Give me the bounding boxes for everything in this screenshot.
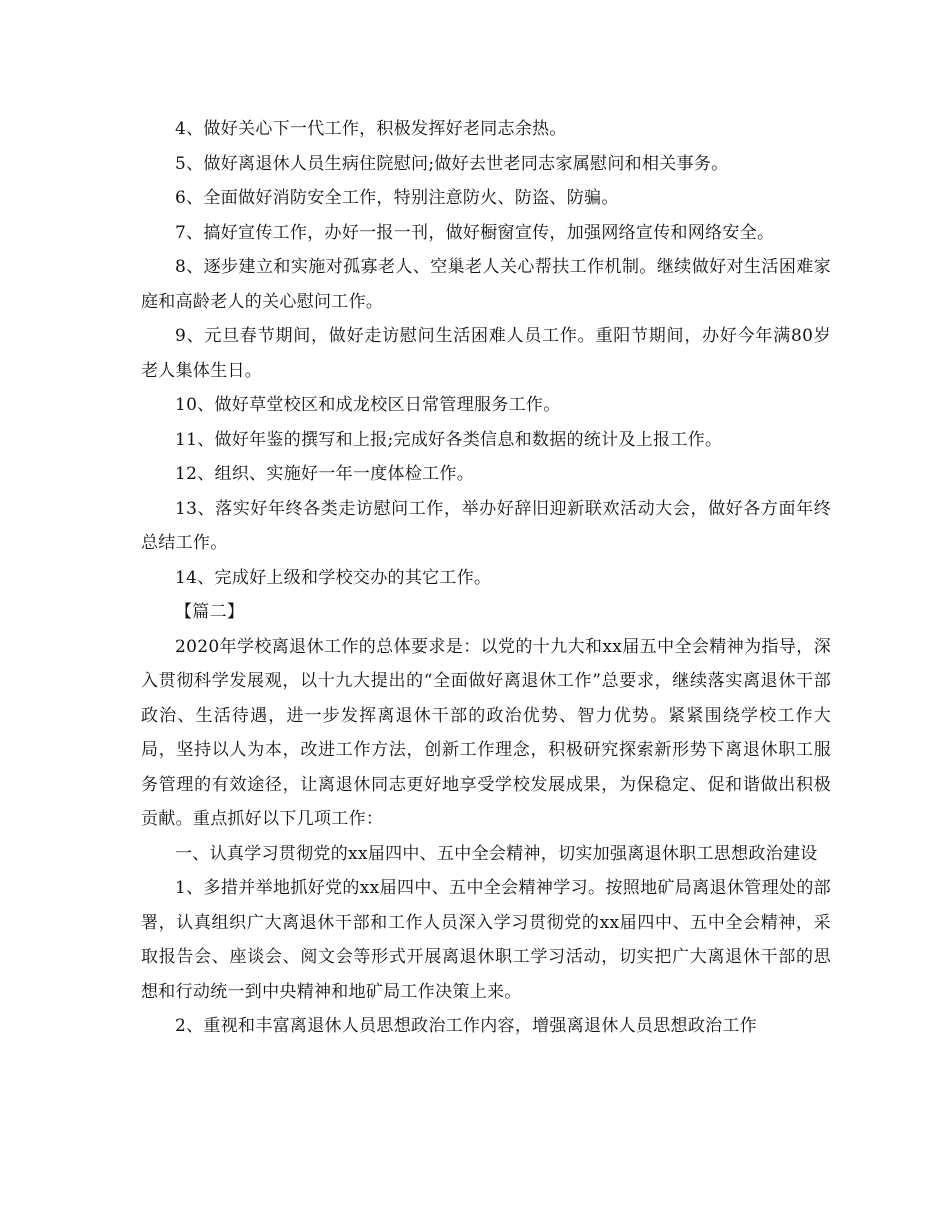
section-title-one: 一、认真学习贯彻党的xx届四中、五中全会精神，切实加强离退休职工思想政治建设 bbox=[175, 843, 818, 864]
list-item-8: 8、逐步建立和实施对孤寡老人、空巢老人关心帮扶工作机制。继续做好对生活困难家庭和高龄老人的关心慰问工作。 bbox=[141, 257, 831, 312]
list-item-13: 13、落实好年终各类走访慰问工作，举办好辞旧迎新联欢活动大会，做好各方面年终总结工作。 bbox=[141, 498, 831, 553]
list-item-6: 6、全面做好消防安全工作，特别注意防火、防盗、防骗。 bbox=[175, 188, 619, 208]
list-item-9: 9、元旦春节期间，做好走访慰问生活困难人员工作。重阳节期间，办好今年满80岁老人集体生日。 bbox=[141, 326, 831, 381]
list-item-7: 7、搞好宣传工作，办好一报一刊，做好橱窗宣传，加强网络宣传和网络安全。 bbox=[175, 222, 775, 243]
list-item-14: 14、完成好上级和学校交办的其它工作。 bbox=[175, 567, 492, 588]
section-heading: 【篇二】 bbox=[175, 602, 245, 622]
list-item-10: 10、做好草堂校区和成龙校区日常管理服务工作。 bbox=[175, 395, 561, 415]
list-item-5: 5、做好离退休人员生病住院慰问;做好去世老同志家属慰问和相关事务。 bbox=[175, 153, 729, 174]
list-item-12: 12、组织、实施好一年一度体检工作。 bbox=[175, 464, 475, 484]
sub-item-2: 2、重视和丰富离退休人员思想政治工作内容，增强离退休人员思想政治工作 bbox=[175, 1016, 758, 1036]
sub-item-1: 1、多措并举地抓好党的xx届四中、五中全会精神学习。按照地矿局离退休管理处的部署，认真组织广大离退休干部和工作人员深入学习贯彻党的xx届四中、五中全会精神，采取报告会、座谈会、阅文会等形式开展离退休职工学习活动，切实把广大离退休干部的思想和行动统一到中央精神和地矿局工作决策上来。 bbox=[141, 878, 831, 1002]
list-item-4: 4、做好关心下一代工作，积极发挥好老同志余热。 bbox=[175, 119, 567, 139]
document-body bbox=[141, 112, 831, 1044]
intro-paragraph: 2020年学校离退休工作的总体要求是：以党的十九大和xx届五中全会精神为指导，深入贯彻科学发展观，以十九大提出的“全面做好离退休工作”总要求，继续落实离退休干部政治、生活待遇，进一步发挥离退休干部的政治优势、智力优势。紧紧围绕学校工作大局，坚持以人为本，改进工作方法，创新工作理念，积极研究探索新形势下离退休职工服务管理的有效途径，让离退休同志更好地享受学校发展成果，为保稳定、促和谐做出积极贡献。重点抓好以下几项工作： bbox=[141, 636, 831, 829]
list-item-11: 11、做好年鉴的撰写和上报;完成好各类信息和数据的统计及上报工作。 bbox=[175, 429, 723, 450]
